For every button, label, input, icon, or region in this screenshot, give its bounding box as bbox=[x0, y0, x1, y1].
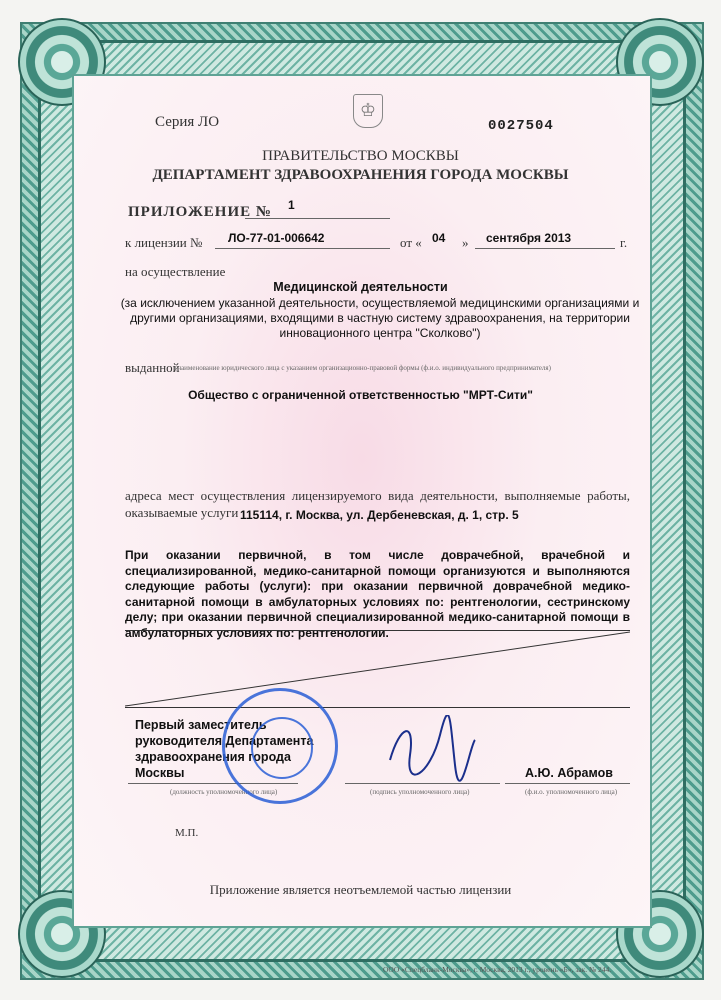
printer-info: ООО «Спецбланк-Москва», г. Москва, 2013 г., уровень «Б», зак. № 244. bbox=[383, 965, 612, 974]
serial-number: 0027504 bbox=[488, 118, 554, 134]
series-label: Серия ЛО bbox=[155, 114, 220, 130]
date-month-year: сентября 2013 bbox=[486, 231, 572, 245]
activity-note: (за исключением указанной деятельности, осуществляемой медицинскими организациями и другими организациями, входящими в частную систему здравоохранения, на территории инновационного центра "Сколково") bbox=[120, 296, 640, 340]
department-title: ДЕПАРТАМЕНТ ЗДРАВООХРАНЕНИЯ ГОРОДА МОСКВЫ bbox=[152, 167, 569, 183]
issued-label: выданной bbox=[125, 360, 180, 375]
government-title: ПРАВИТЕЛЬСТВО МОСКВЫ bbox=[262, 148, 459, 164]
address-label: адреса мест осуществления лицензируемого вида деятельности, выполняемые работы, оказываемые услуги bbox=[125, 488, 630, 520]
seal-label: М.П. bbox=[175, 827, 199, 839]
year-suffix: г. bbox=[620, 235, 628, 250]
signature bbox=[380, 715, 480, 785]
organization-name: Общество с ограниченной ответственностью "МРТ-Сити" bbox=[188, 388, 533, 402]
purpose-label: на осуществление bbox=[125, 264, 226, 279]
footer-note: Приложение является неотъемлемой частью лицензии bbox=[209, 882, 512, 897]
activity-title: Медицинской деятельности bbox=[273, 280, 448, 294]
hint-signature: (подпись уполномоченного лица) bbox=[370, 788, 470, 796]
date-quote: » bbox=[462, 235, 469, 250]
address-value: 115114, г. Москва, ул. Дербеневская, д. 1, стр. 5 bbox=[240, 508, 519, 522]
signer-name: А.Ю. Абрамов bbox=[525, 766, 613, 780]
appendix-label: ПРИЛОЖЕНИЕ № bbox=[128, 204, 272, 220]
hint-name: (ф.и.о. уполномоченного лица) bbox=[525, 788, 618, 796]
issued-hint: (наименование юридического лица с указанием организационно-правовой формы (ф.и.о. индивидуального предпринимателя) bbox=[175, 364, 551, 372]
appendix-number: 1 bbox=[288, 198, 295, 212]
date-day: 04 bbox=[432, 231, 446, 245]
strike-through-line bbox=[125, 630, 630, 708]
coat-of-arms-icon: ♔ bbox=[353, 94, 383, 128]
license-label: к лицензии № bbox=[125, 235, 203, 250]
license-number: ЛО-77-01-006642 bbox=[228, 231, 325, 245]
signer-position: Первый заместитель руководителя Департамента здравоохранения города Москвы bbox=[135, 718, 314, 780]
hint-position: (должность уполномоченного лица) bbox=[170, 788, 278, 796]
services-description: При оказании первичной, в том числе доврачебной, врачебной и специализированной, медико-санитарной помощи организуются и выполняются следующие работы (услуги): при оказании первичной доврачебной медико-санитарной помощи в амбулаторных условиях по: рентгенологии, сестринскому делу; при оказании первичной специализированной медико-санитарной помощи в амбулаторных условиях по: рентгенологии. bbox=[125, 548, 630, 640]
date-from-label: от « bbox=[400, 235, 422, 250]
official-seal bbox=[222, 688, 338, 804]
